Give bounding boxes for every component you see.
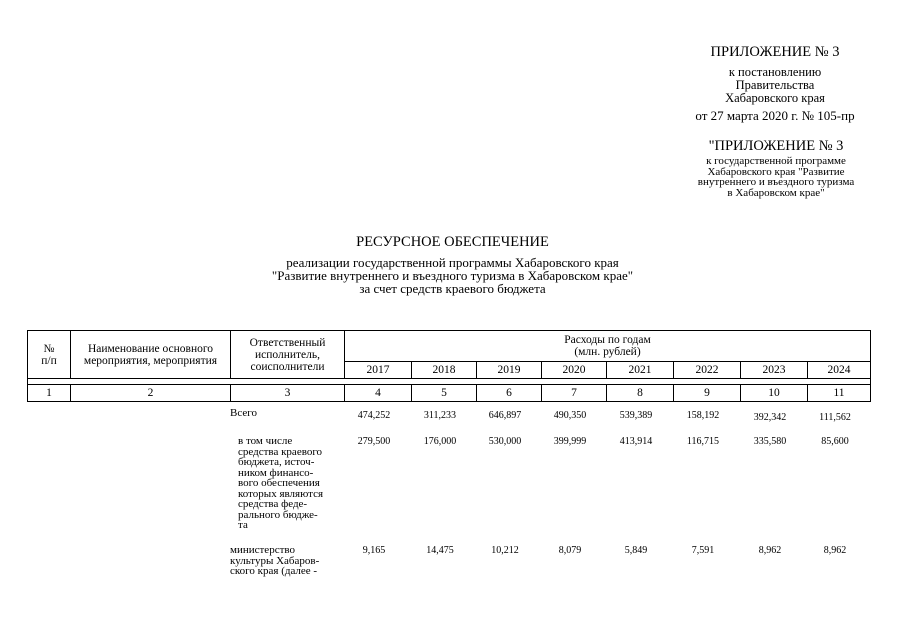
value-cell: 111,562 bbox=[819, 412, 851, 423]
appendix-resolution-ref bbox=[640, 66, 905, 105]
value-cell: 85,600 bbox=[821, 436, 849, 447]
column-number: 7 bbox=[542, 385, 607, 402]
value-cell: 413,914 bbox=[619, 436, 653, 447]
column-number: 6 bbox=[477, 385, 542, 402]
resource-table-header bbox=[27, 330, 871, 402]
value-cell: 8,962 bbox=[823, 545, 847, 556]
column-number: 10 bbox=[741, 385, 808, 402]
program-line: в Хабаровском крае" bbox=[727, 186, 825, 199]
value-cell: 14,475 bbox=[426, 545, 454, 556]
header-col-number: № п/п bbox=[28, 331, 71, 379]
value-cell: 279,500 bbox=[357, 436, 391, 447]
value-cell: 392,342 bbox=[753, 412, 787, 423]
value-cell: 176,000 bbox=[423, 436, 457, 447]
header-col-expenses: Расходы по годам (млн. рублей) bbox=[345, 331, 871, 362]
value-cell: 158,192 bbox=[686, 410, 720, 421]
row-label-ministry: министерство культуры Хабаров- ского края (далее - bbox=[230, 544, 320, 577]
header-year: 2022 bbox=[674, 362, 741, 379]
value-cell: 8,079 bbox=[558, 545, 582, 556]
value-cell: 539,389 bbox=[619, 410, 653, 421]
column-number: 9 bbox=[674, 385, 741, 402]
resolution-line: Хабаровского края bbox=[725, 91, 825, 105]
appendix-title: ПРИЛОЖЕНИЕ № 3 bbox=[710, 44, 840, 60]
document-subtitle bbox=[0, 256, 905, 295]
row-label-total: Всего bbox=[230, 407, 257, 419]
value-cell: 490,350 bbox=[553, 410, 587, 421]
resolution-date: от 27 марта 2020 г. № 105-пр bbox=[695, 108, 855, 123]
header-year: 2024 bbox=[808, 362, 871, 379]
header-col-responsible: Ответственный исполнитель, соисполнители bbox=[231, 331, 345, 379]
program-line: внутреннего и въездного туризма bbox=[697, 176, 855, 188]
resolution-line: Правительства bbox=[735, 78, 815, 92]
value-cell: 474,252 bbox=[357, 410, 391, 421]
column-number: 1 bbox=[28, 385, 71, 402]
column-number: 8 bbox=[607, 385, 674, 402]
column-number: 11 bbox=[808, 385, 871, 402]
value-cell: 530,000 bbox=[488, 436, 522, 447]
value-cell: 9,165 bbox=[362, 545, 386, 556]
row-label-federal-share: в том числе средства краевого бюджета, источ- ником финансо- вого обеспечения которых являются средства феде- рального бюдже- та bbox=[238, 435, 324, 531]
header-year: 2020 bbox=[542, 362, 607, 379]
resolution-line: к постановлению bbox=[728, 65, 822, 79]
value-cell: 399,999 bbox=[553, 436, 587, 447]
value-cell: 5,849 bbox=[624, 545, 648, 556]
header-year: 2018 bbox=[412, 362, 477, 379]
subtitle-line: за счет средств краевого бюджета bbox=[359, 281, 546, 296]
value-cell: 646,897 bbox=[488, 410, 522, 421]
header-year: 2017 bbox=[345, 362, 412, 379]
column-number: 4 bbox=[345, 385, 412, 402]
value-cell: 335,580 bbox=[753, 436, 787, 447]
subtitle-line: "Развитие внутреннего и въездного туризма в Хабаровском крае" bbox=[271, 268, 634, 283]
header-year: 2021 bbox=[607, 362, 674, 379]
value-cell: 116,715 bbox=[686, 436, 720, 447]
column-number: 5 bbox=[412, 385, 477, 402]
value-cell: 7,591 bbox=[691, 545, 715, 556]
value-cell: 311,233 bbox=[423, 410, 457, 421]
header-year: 2019 bbox=[477, 362, 542, 379]
header-year: 2023 bbox=[741, 362, 808, 379]
value-cell: 10,212 bbox=[491, 545, 519, 556]
previous-appendix-title: "ПРИЛОЖЕНИЕ № 3 bbox=[708, 138, 844, 154]
program-line: к государственной программе bbox=[706, 155, 846, 167]
subtitle-line: реализации государственной программы Хабаровского края bbox=[286, 255, 619, 270]
column-number: 2 bbox=[71, 385, 231, 402]
value-cell: 8,962 bbox=[758, 545, 782, 556]
header-col-name: Наименование основного мероприятия, мероприятия bbox=[71, 331, 231, 379]
previous-appendix-ref bbox=[626, 156, 905, 198]
column-number: 3 bbox=[231, 385, 345, 402]
program-line: Хабаровского края "Развитие bbox=[707, 165, 845, 178]
document-title: РЕСУРСНОЕ ОБЕСПЕЧЕНИЕ bbox=[356, 234, 549, 250]
